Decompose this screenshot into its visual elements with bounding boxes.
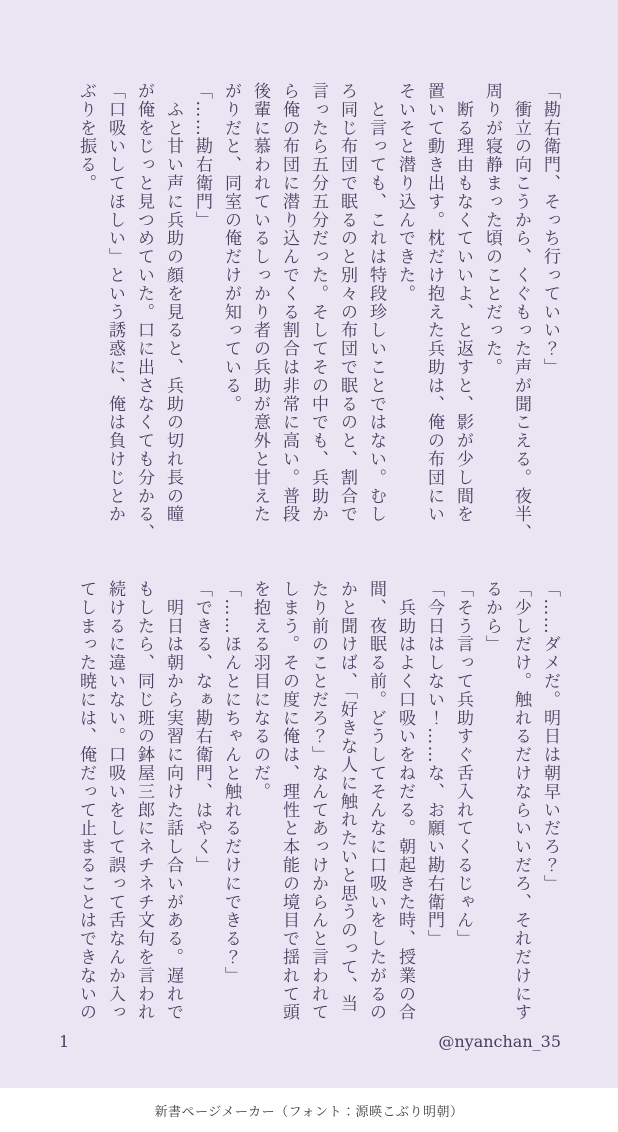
- text-line: 「……ダメだ。明日は朝早いだろ？」: [540, 580, 560, 893]
- text-line: ふと甘い声に兵助の顔を見ると、兵助の切れ長の瞳: [163, 82, 183, 524]
- text-line: たり前のことだろ？」なんてあっけからんと言われて: [308, 580, 328, 1022]
- text-line: ろ同じ布団で眠るのと別々の布団で眠るのと、割合で: [337, 82, 357, 524]
- footer-bar: [0, 1088, 618, 1132]
- text-line: 間、夜眠る前。どうしてそんなに口吸いをしたがるの: [366, 580, 386, 1022]
- text-line: 続けるに違いない。口吸いをして誤って舌なんか入っ: [105, 580, 125, 1022]
- text-line: しまう。その度に俺は、理性と本能の境目で揺れて頭: [279, 580, 299, 1022]
- text-block-top: [71, 82, 564, 542]
- text-line: 「……ほんとにちゃんと触れるだけにできる？」: [221, 580, 241, 985]
- text-line: 言ったら五分五分だった。そしてその中でも、兵助か: [308, 82, 328, 524]
- text-line: が俺をじっと見つめていた。口に出さなくても分かる、: [134, 82, 154, 542]
- text-line: 「今日はしない！……な、お願い勘右衛門」: [424, 580, 444, 948]
- footer-caption: 新書ページメーカー（フォント：源暎こぶり明朝）: [154, 1104, 464, 1120]
- text-line: 衝立の向こうから、くぐもった声が聞こえる。夜半、: [511, 82, 531, 542]
- text-line: るから」: [482, 580, 502, 654]
- text-line: がりだと、同室の俺だけが知っている。: [221, 82, 241, 414]
- text-line: 「少しだけ。触れるだけならいいだろ、それだけにす: [511, 580, 531, 1022]
- text-line: を抱える羽目になるのだ。: [250, 580, 270, 801]
- text-line: ぶりを振る。: [76, 82, 96, 193]
- text-line: 「できる、なぁ勘右衛門、はやく」: [192, 580, 212, 875]
- text-line: 「勘右衛門、そっち行っていい？」: [540, 82, 560, 377]
- text-line: 明日は朝から実習に向けた話し合いがある。遅れで: [163, 580, 183, 1022]
- text-line: 後輩に慕われているしっかり者の兵助が意外と甘えた: [250, 82, 270, 524]
- text-line: 「口吸いしてほしい」という誘惑に、俺は負けじとか: [105, 82, 125, 524]
- text-block-bottom: [71, 580, 564, 1032]
- text-line: ら俺の布団に潜り込んでくる割合は非常に高い。普段: [279, 82, 299, 524]
- text-line: 「そう言って兵助すぐ舌入れてくるじゃん」: [453, 580, 473, 948]
- text-line: 「……勘右衛門」: [192, 82, 212, 230]
- text-line: と言っても、これは特段珍しいことではない。むし: [366, 82, 386, 524]
- page-number: 1: [59, 1032, 70, 1051]
- text-line: かと聞けば、「好きな人に触れたいと思うのって、当: [337, 580, 357, 1014]
- text-line: 断る理由もなくていいよ、と返すと、影が少し間を: [453, 82, 473, 524]
- text-line: 置いて動き出す。枕だけ抱えた兵助は、俺の布団にい: [424, 82, 444, 524]
- author-handle: @nyanchan_35: [438, 1032, 561, 1051]
- text-line: てしまった暁には、俺だって止まることはできないの: [76, 580, 96, 1022]
- text-line: 兵助はよく口吸いをねだる。朝起きた時、授業の合: [395, 580, 415, 1022]
- text-line: 周りが寝静まった頃のことだった。: [482, 82, 502, 377]
- text-line: そいそと潜り込んできた。: [395, 82, 415, 303]
- text-line: もしたら、同じ班の鉢屋三郎にネチネチ文句を言われ: [134, 580, 154, 1022]
